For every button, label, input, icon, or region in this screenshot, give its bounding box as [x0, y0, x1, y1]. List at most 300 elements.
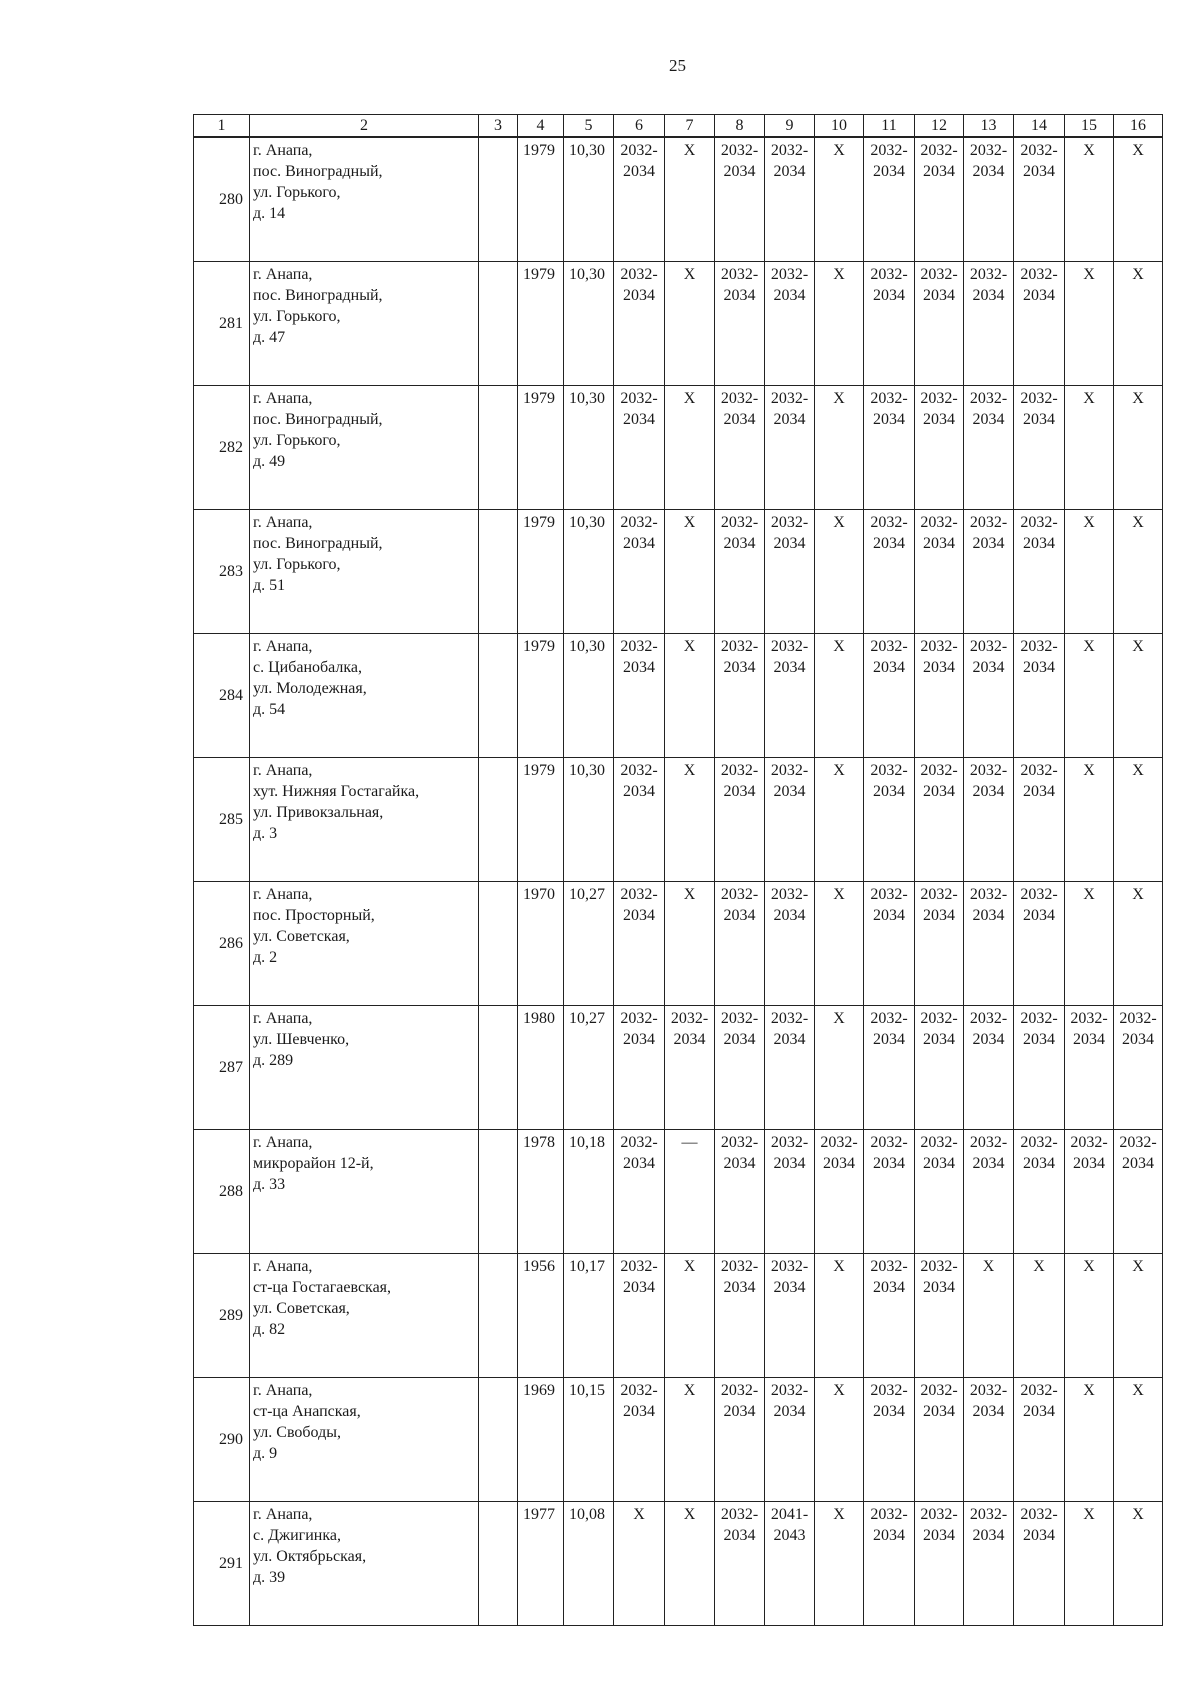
column-header: 15	[1065, 115, 1114, 138]
period-text: 2034	[923, 535, 955, 552]
period-cell	[1114, 758, 1163, 882]
period-cell	[964, 1130, 1014, 1254]
address-cell	[250, 510, 479, 634]
period-text: 2032-	[969, 638, 1008, 655]
year-cell: 1969	[518, 1378, 564, 1502]
period-cell	[765, 1130, 815, 1254]
period-text: X	[683, 1506, 696, 1523]
rate-cell: 10,17	[564, 1254, 614, 1378]
header-row	[194, 115, 1163, 138]
period-cell	[614, 1130, 665, 1254]
period-text: 2034	[623, 1155, 655, 1172]
period-text: 2034	[623, 1031, 655, 1048]
period-cell	[1065, 1006, 1114, 1130]
period-text: X	[1132, 638, 1144, 655]
period-cell	[1065, 758, 1114, 882]
period-cell	[864, 882, 915, 1006]
rate-cell: 10,27	[564, 1006, 614, 1130]
period-text: 2032-	[770, 1258, 809, 1275]
period-cell	[1065, 262, 1114, 386]
period-text: 2034	[723, 907, 756, 924]
period-text: 2032-	[770, 266, 809, 283]
period-text: X	[833, 638, 845, 655]
period-cell	[1065, 634, 1114, 758]
period-text: 2032-	[969, 1010, 1008, 1027]
period-text: 2032-	[870, 266, 908, 283]
period-text: 2034	[972, 411, 1005, 428]
period-text: 2034	[873, 1031, 905, 1048]
address-line: д. 82	[253, 1321, 286, 1338]
period-text: 2032-	[1020, 886, 1058, 903]
period-text: 2032-	[870, 1010, 908, 1027]
period-cell	[1014, 1006, 1065, 1130]
period-text: 2032-	[770, 142, 809, 159]
period-cell	[915, 510, 964, 634]
period-cell	[715, 1130, 765, 1254]
period-text: 2032-	[920, 142, 958, 159]
address-line: д. 14	[253, 205, 286, 222]
period-text: 2034	[1023, 659, 1055, 676]
address-cell	[250, 1378, 479, 1502]
period-cell	[765, 510, 815, 634]
column-header: 5	[564, 115, 614, 138]
period-text: 2032-	[770, 886, 809, 903]
period-text: 2032-	[770, 638, 809, 655]
rate-cell: 10,30	[564, 634, 614, 758]
period-cell	[1014, 510, 1065, 634]
period-text: X	[1083, 762, 1095, 779]
period-text: 2034	[873, 1527, 905, 1544]
rate-cell: 10,30	[564, 386, 614, 510]
period-cell	[1114, 634, 1163, 758]
rate-cell: 10,30	[564, 137, 614, 262]
period-cell	[1114, 262, 1163, 386]
period-text: 2034	[1023, 1403, 1055, 1420]
period-cell	[715, 1502, 765, 1626]
period-text: X	[982, 1258, 995, 1275]
address-line: пос. Виноградный,	[253, 535, 383, 552]
row-number-cell: 288	[194, 1130, 250, 1254]
period-text: 2032-	[770, 1382, 809, 1399]
period-text: X	[683, 762, 696, 779]
address-line: г. Анапа,	[253, 1382, 313, 1399]
period-cell	[614, 262, 665, 386]
period-cell	[864, 1254, 915, 1378]
row-number-cell: 283	[194, 510, 250, 634]
period-cell	[665, 634, 715, 758]
column-header: 11	[864, 115, 915, 138]
period-text: 2032-	[720, 1506, 759, 1523]
period-text: 2034	[923, 1031, 955, 1048]
period-text: 2032-	[1020, 266, 1058, 283]
period-text: 2032-	[720, 1382, 759, 1399]
address-line: г. Анапа,	[253, 1010, 313, 1027]
year-cell: 1970	[518, 882, 564, 1006]
column-header: 1	[194, 115, 250, 138]
period-cell	[614, 1254, 665, 1378]
period-text: 2034	[972, 1527, 1005, 1544]
year-cell: 1979	[518, 510, 564, 634]
year-cell: 1979	[518, 386, 564, 510]
address-line: ул. Привокзальная,	[253, 804, 384, 821]
period-text: 2034	[723, 1155, 756, 1172]
period-text: 2034	[673, 1031, 706, 1048]
address-line: д. 47	[253, 329, 286, 346]
period-cell	[765, 1502, 815, 1626]
period-cell	[815, 1006, 864, 1130]
period-text: 2032-	[969, 142, 1008, 159]
rate-cell: 10,27	[564, 882, 614, 1006]
period-cell	[964, 510, 1014, 634]
period-text: X	[833, 762, 845, 779]
year-cell: 1979	[518, 758, 564, 882]
address-line: г. Анапа,	[253, 762, 313, 779]
period-text: X	[683, 886, 696, 903]
period-cell	[864, 137, 915, 262]
row-number-cell: 289	[194, 1254, 250, 1378]
period-cell	[1114, 1130, 1163, 1254]
table-row	[194, 386, 1163, 510]
period-cell	[614, 758, 665, 882]
period-text: 2032-	[620, 762, 658, 779]
address-line: ул. Шевченко,	[253, 1031, 350, 1048]
period-text: 2032-	[969, 390, 1008, 407]
period-text: 2034	[923, 1527, 955, 1544]
period-cell	[1114, 510, 1163, 634]
period-text: 2034	[873, 1279, 905, 1296]
period-text: 2032-	[1119, 1010, 1157, 1027]
period-cell	[765, 137, 815, 262]
period-text: 2034	[923, 1403, 955, 1420]
period-cell	[665, 1378, 715, 1502]
period-text: 2034	[773, 163, 806, 180]
period-cell	[815, 758, 864, 882]
period-cell	[1065, 386, 1114, 510]
period-cell	[665, 1254, 715, 1378]
table-row	[194, 882, 1163, 1006]
period-cell	[715, 882, 765, 1006]
column-3-cell	[479, 1502, 518, 1626]
period-cell	[915, 1006, 964, 1130]
period-text: 2034	[773, 1031, 806, 1048]
address-line: д. 33	[253, 1176, 286, 1193]
period-cell	[1014, 882, 1065, 1006]
period-text: 2034	[1122, 1031, 1154, 1048]
period-text: 2034	[723, 783, 756, 800]
period-text: 2034	[723, 1279, 756, 1296]
period-text: 2034	[773, 287, 806, 304]
period-cell	[765, 1254, 815, 1378]
period-cell	[964, 1502, 1014, 1626]
period-text: 2034	[1023, 783, 1055, 800]
period-text: X	[683, 1258, 696, 1275]
period-text: X	[1132, 886, 1144, 903]
period-cell	[964, 1254, 1014, 1378]
period-cell	[1114, 882, 1163, 1006]
period-cell	[1065, 1378, 1114, 1502]
period-text: 2034	[1023, 287, 1055, 304]
period-cell	[1014, 758, 1065, 882]
period-text: X	[1132, 762, 1144, 779]
year-cell: 1956	[518, 1254, 564, 1378]
period-text: 2032-	[720, 638, 759, 655]
period-text: 2034	[873, 535, 905, 552]
period-text: 2032-	[1020, 390, 1058, 407]
period-text: —	[681, 1134, 698, 1151]
address-line: г. Анапа,	[253, 1506, 313, 1523]
period-text: 2032-	[770, 390, 809, 407]
period-text: 2032-	[920, 1134, 958, 1151]
period-text: X	[1083, 266, 1095, 283]
period-cell	[864, 1130, 915, 1254]
period-cell	[665, 1130, 715, 1254]
address-line: д. 51	[253, 577, 286, 594]
period-text: 2034	[1023, 163, 1055, 180]
period-text: X	[833, 142, 845, 159]
column-header: 9	[765, 115, 815, 138]
period-cell	[1065, 1502, 1114, 1626]
period-text: 2034	[923, 411, 955, 428]
period-text: 2032-	[969, 1506, 1008, 1523]
period-text: 2034	[972, 1403, 1005, 1420]
period-text: 2032-	[820, 1134, 858, 1151]
period-text: 2032-	[620, 1010, 658, 1027]
period-text: 2032-	[870, 390, 908, 407]
period-text: 2032-	[720, 514, 759, 531]
period-text: 2032-	[720, 390, 759, 407]
period-text: 2032-	[620, 638, 658, 655]
table-row	[194, 1254, 1163, 1378]
period-text: 2034	[1023, 907, 1055, 924]
period-cell	[815, 1130, 864, 1254]
period-text: 2034	[972, 907, 1005, 924]
period-text: X	[683, 390, 696, 407]
address-cell	[250, 1254, 479, 1378]
address-line: г. Анапа,	[253, 1258, 313, 1275]
period-text: 2034	[1122, 1155, 1154, 1172]
period-text: 2034	[1023, 1031, 1055, 1048]
period-text: 2034	[723, 1031, 756, 1048]
address-line: пос. Просторный,	[253, 907, 375, 924]
column-3-cell	[479, 1254, 518, 1378]
period-text: 2034	[623, 1279, 655, 1296]
period-cell	[715, 1378, 765, 1502]
period-cell	[715, 262, 765, 386]
rate-cell: 10,30	[564, 262, 614, 386]
period-text: X	[833, 514, 845, 531]
period-cell	[765, 1006, 815, 1130]
address-line: ст-ца Анапская,	[253, 1403, 361, 1420]
address-line: ул. Советская,	[253, 1300, 350, 1317]
period-cell	[815, 137, 864, 262]
period-text: 2032-	[920, 514, 958, 531]
period-cell	[665, 1502, 715, 1626]
period-text: 2032-	[1070, 1010, 1108, 1027]
column-3-cell	[479, 137, 518, 262]
period-text: 2032-	[1020, 514, 1058, 531]
period-cell	[614, 882, 665, 1006]
period-cell	[665, 882, 715, 1006]
period-cell	[614, 634, 665, 758]
year-cell: 1979	[518, 262, 564, 386]
address-line: г. Анапа,	[253, 390, 313, 407]
period-cell	[765, 882, 815, 1006]
column-header: 12	[915, 115, 964, 138]
period-text: X	[1083, 886, 1095, 903]
period-cell	[715, 510, 765, 634]
period-text: 2034	[873, 1155, 905, 1172]
row-number-cell: 287	[194, 1006, 250, 1130]
period-cell	[964, 758, 1014, 882]
period-text: X	[1132, 1382, 1144, 1399]
row-number-cell: 286	[194, 882, 250, 1006]
period-text: X	[833, 390, 845, 407]
period-text: 2034	[972, 163, 1005, 180]
period-text: 2034	[723, 287, 756, 304]
period-text: 2032-	[1020, 1134, 1058, 1151]
period-text: 2034	[723, 659, 756, 676]
period-cell	[715, 386, 765, 510]
period-text: 2034	[823, 1155, 855, 1172]
period-text: X	[1083, 1506, 1095, 1523]
period-text: 2032-	[920, 762, 958, 779]
period-cell	[1014, 634, 1065, 758]
rate-cell: 10,08	[564, 1502, 614, 1626]
period-text: X	[1083, 1258, 1095, 1275]
address-cell	[250, 262, 479, 386]
period-text: 2032-	[1020, 1506, 1058, 1523]
column-3-cell	[479, 634, 518, 758]
table-row	[194, 510, 1163, 634]
period-text: 2034	[623, 907, 655, 924]
address-line: ул. Советская,	[253, 928, 350, 945]
period-text: 2032-	[969, 266, 1008, 283]
period-cell	[665, 262, 715, 386]
period-cell	[614, 137, 665, 262]
row-number-cell: 291	[194, 1502, 250, 1626]
period-text: 2032-	[920, 638, 958, 655]
period-cell	[665, 386, 715, 510]
period-text: 2032-	[870, 1258, 908, 1275]
period-text: 2032-	[670, 1010, 709, 1027]
period-text: 2032-	[1020, 762, 1058, 779]
period-text: 2034	[1073, 1031, 1105, 1048]
period-cell	[665, 510, 715, 634]
address-line: пос. Виноградный,	[253, 287, 383, 304]
period-text: 2032-	[920, 390, 958, 407]
address-line: г. Анапа,	[253, 142, 313, 159]
period-cell	[765, 1378, 815, 1502]
period-text: 2032-	[720, 266, 759, 283]
period-text: X	[683, 1382, 696, 1399]
period-text: 2034	[623, 535, 655, 552]
period-text: 2032-	[1020, 1010, 1058, 1027]
period-text: X	[1132, 1258, 1144, 1275]
period-text: 2034	[773, 411, 806, 428]
address-line: с. Цибанобалка,	[253, 659, 363, 676]
period-text: 2034	[972, 659, 1005, 676]
row-number-cell: 281	[194, 262, 250, 386]
period-text: 2032-	[920, 266, 958, 283]
period-cell	[614, 510, 665, 634]
column-header: 8	[715, 115, 765, 138]
period-cell	[915, 634, 964, 758]
period-cell	[765, 262, 815, 386]
period-cell	[864, 1502, 915, 1626]
table-row	[194, 1130, 1163, 1254]
period-cell	[614, 1378, 665, 1502]
period-text: 2034	[1023, 535, 1055, 552]
year-cell: 1980	[518, 1006, 564, 1130]
period-cell	[1014, 262, 1065, 386]
period-text: 2032-	[720, 1134, 759, 1151]
housing-repair-table	[193, 114, 1163, 1626]
period-cell	[964, 1006, 1014, 1130]
period-text: X	[1083, 142, 1095, 159]
period-cell	[614, 1006, 665, 1130]
period-cell	[1014, 1378, 1065, 1502]
period-cell	[665, 758, 715, 882]
period-text: 2032-	[720, 762, 759, 779]
period-text: 2032-	[920, 1382, 958, 1399]
period-text: 2034	[873, 907, 905, 924]
period-text: 2034	[773, 535, 806, 552]
period-cell	[964, 262, 1014, 386]
address-line: г. Анапа,	[253, 1134, 313, 1151]
address-line: ул. Горького,	[253, 556, 341, 573]
period-cell	[815, 510, 864, 634]
column-3-cell	[479, 758, 518, 882]
period-text: 2034	[723, 163, 756, 180]
address-line: микрорайон 12-й,	[253, 1155, 374, 1172]
period-text: 2034	[1073, 1155, 1105, 1172]
period-text: 2032-	[620, 514, 658, 531]
address-cell	[250, 1006, 479, 1130]
year-cell: 1979	[518, 634, 564, 758]
period-text: 2034	[723, 1403, 756, 1420]
period-text: 2034	[873, 287, 905, 304]
period-text: 2032-	[870, 886, 908, 903]
period-text: 2034	[923, 659, 955, 676]
address-cell	[250, 1502, 479, 1626]
period-text: 2032-	[870, 1134, 908, 1151]
address-line: ул. Горького,	[253, 184, 341, 201]
period-text: X	[833, 266, 845, 283]
column-header: 3	[479, 115, 518, 138]
period-cell	[1014, 137, 1065, 262]
year-cell: 1977	[518, 1502, 564, 1626]
period-text: X	[1132, 390, 1144, 407]
rate-cell: 10,30	[564, 758, 614, 882]
address-line: ул. Молодежная,	[253, 680, 367, 697]
period-cell	[1014, 1130, 1065, 1254]
period-text: 2034	[972, 783, 1005, 800]
address-line: пос. Виноградный,	[253, 163, 383, 180]
period-cell	[915, 1502, 964, 1626]
period-text: 2032-	[620, 142, 658, 159]
period-cell	[864, 262, 915, 386]
address-cell	[250, 634, 479, 758]
period-text: 2034	[1023, 1155, 1055, 1172]
period-cell	[765, 758, 815, 882]
period-text: 2032-	[620, 266, 658, 283]
period-cell	[915, 137, 964, 262]
period-cell	[964, 634, 1014, 758]
period-text: 2032-	[920, 886, 958, 903]
column-3-cell	[479, 262, 518, 386]
address-line: ул. Октябрьская,	[253, 1548, 367, 1565]
period-text: 2034	[623, 287, 655, 304]
